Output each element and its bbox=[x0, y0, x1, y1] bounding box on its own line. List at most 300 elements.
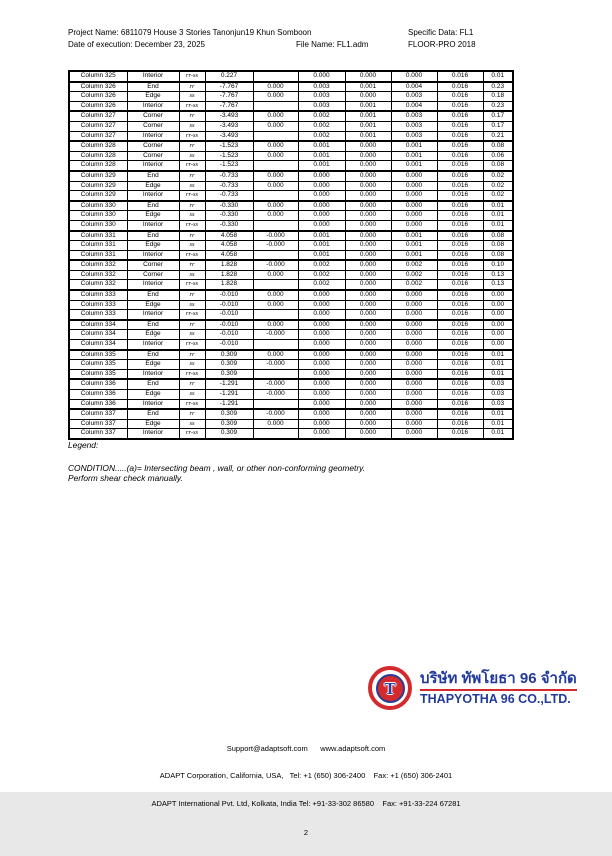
table-cell: -0.000 bbox=[253, 390, 298, 400]
legend-block bbox=[68, 440, 365, 483]
table-cell: Edge bbox=[127, 92, 179, 102]
table-cell: 0.000 bbox=[391, 290, 437, 300]
table-cell: -0.330 bbox=[205, 201, 253, 211]
table-cell: 0.01 bbox=[483, 429, 513, 439]
table-row bbox=[69, 369, 513, 379]
table-cell: ss bbox=[179, 121, 205, 131]
table-cell: 0.000 bbox=[345, 141, 391, 151]
table-cell: 0.016 bbox=[437, 141, 483, 151]
table-cell: 0.000 bbox=[298, 211, 345, 221]
table-cell: 0.01 bbox=[483, 350, 513, 360]
table-cell: rr-ss bbox=[179, 250, 205, 260]
table-cell: 0.001 bbox=[391, 241, 437, 251]
table-cell: 0.000 bbox=[298, 181, 345, 191]
table-cell: 0.016 bbox=[437, 92, 483, 102]
table-cell: 0.016 bbox=[437, 419, 483, 429]
table-row bbox=[69, 260, 513, 270]
table-cell: 0.001 bbox=[298, 250, 345, 260]
table-cell: -3.493 bbox=[205, 111, 253, 121]
table-cell: 0.000 bbox=[345, 201, 391, 211]
table-cell: End bbox=[127, 409, 179, 419]
footer-india: ADAPT International Pvt. Ltd, Kolkata, India Tel: +91-33-302 86580 Fax: +91-33-224 67281 bbox=[151, 799, 461, 809]
table-cell: 0.01 bbox=[483, 419, 513, 429]
table-cell: 0.016 bbox=[437, 171, 483, 181]
table-cell: 0.016 bbox=[437, 390, 483, 400]
table-cell: 0.001 bbox=[345, 82, 391, 92]
table-cell: rr-ss bbox=[179, 340, 205, 350]
table-cell: 0.016 bbox=[437, 181, 483, 191]
table-cell: 0.000 bbox=[391, 71, 437, 82]
table-cell: 0.000 bbox=[345, 181, 391, 191]
table-cell: 0.002 bbox=[391, 270, 437, 280]
legend-title: Legend: bbox=[68, 440, 99, 450]
table-cell: End bbox=[127, 231, 179, 241]
table-cell: 0.001 bbox=[391, 141, 437, 151]
table-cell: Corner bbox=[127, 260, 179, 270]
table-row bbox=[69, 171, 513, 181]
company-logo bbox=[368, 666, 577, 710]
table-cell: -0.733 bbox=[205, 191, 253, 201]
table-cell: 0.000 bbox=[298, 350, 345, 360]
table-cell: -7.767 bbox=[205, 101, 253, 111]
table-cell: 0.003 bbox=[391, 131, 437, 141]
table-cell: 0.016 bbox=[437, 320, 483, 330]
table-cell: 0.001 bbox=[391, 161, 437, 171]
table-cell: 0.000 bbox=[391, 379, 437, 389]
table-cell: Edge bbox=[127, 241, 179, 251]
table-cell: 0.000 bbox=[345, 399, 391, 409]
table-cell: -0.010 bbox=[205, 310, 253, 320]
table-cell: 0.000 bbox=[253, 270, 298, 280]
table-cell bbox=[253, 399, 298, 409]
table-cell: End bbox=[127, 171, 179, 181]
table-cell: Column 330 bbox=[69, 220, 127, 230]
table-row bbox=[69, 290, 513, 300]
table-cell: -0.010 bbox=[205, 320, 253, 330]
table-row bbox=[69, 330, 513, 340]
table-row bbox=[69, 131, 513, 141]
table-cell: 0.002 bbox=[298, 280, 345, 290]
table-cell: 0.016 bbox=[437, 399, 483, 409]
table-cell: 0.016 bbox=[437, 101, 483, 111]
table-cell bbox=[253, 310, 298, 320]
table-cell: 0.01 bbox=[483, 220, 513, 230]
table-row bbox=[69, 82, 513, 92]
table-cell: 0.000 bbox=[391, 419, 437, 429]
table-cell: 0.000 bbox=[391, 211, 437, 221]
table-cell: 0.000 bbox=[298, 429, 345, 439]
table-cell: 0.016 bbox=[437, 330, 483, 340]
header-line-2 bbox=[68, 39, 578, 51]
table-cell: 0.00 bbox=[483, 290, 513, 300]
table-cell: 4.058 bbox=[205, 231, 253, 241]
table-cell: -0.000 bbox=[253, 260, 298, 270]
table-cell: Column 333 bbox=[69, 300, 127, 310]
table-cell: 0.016 bbox=[437, 191, 483, 201]
table-cell: -1.523 bbox=[205, 141, 253, 151]
table-cell: Interior bbox=[127, 310, 179, 320]
table-row bbox=[69, 379, 513, 389]
table-cell: 0.000 bbox=[345, 330, 391, 340]
table-cell: 0.001 bbox=[345, 131, 391, 141]
table-row bbox=[69, 220, 513, 230]
table-cell: 0.00 bbox=[483, 340, 513, 350]
table-cell: ss bbox=[179, 270, 205, 280]
table-cell: ss bbox=[179, 390, 205, 400]
table-cell: 4.058 bbox=[205, 241, 253, 251]
table-cell: 0.00 bbox=[483, 300, 513, 310]
table-cell: 0.016 bbox=[437, 250, 483, 260]
table-cell: 0.000 bbox=[391, 409, 437, 419]
table-cell: 0.000 bbox=[298, 310, 345, 320]
table-cell: 0.003 bbox=[298, 82, 345, 92]
table-cell: -0.330 bbox=[205, 211, 253, 221]
table-cell: 0.000 bbox=[253, 121, 298, 131]
table-cell: 0.000 bbox=[345, 92, 391, 102]
table-cell: 0.309 bbox=[205, 409, 253, 419]
table-cell: -0.000 bbox=[253, 409, 298, 419]
table-cell: 0.000 bbox=[298, 330, 345, 340]
table-cell: Column 330 bbox=[69, 211, 127, 221]
table-cell: 0.000 bbox=[391, 399, 437, 409]
table-cell: Corner bbox=[127, 151, 179, 161]
table-cell: 0.000 bbox=[345, 231, 391, 241]
table-cell: Column 335 bbox=[69, 369, 127, 379]
table-cell: 0.227 bbox=[205, 71, 253, 82]
table-cell bbox=[253, 220, 298, 230]
table-cell: 0.000 bbox=[298, 379, 345, 389]
table-cell: 0.000 bbox=[253, 92, 298, 102]
table-cell: 0.000 bbox=[391, 350, 437, 360]
table-cell: 0.08 bbox=[483, 141, 513, 151]
table-cell: 0.000 bbox=[298, 220, 345, 230]
header-line-1 bbox=[68, 27, 578, 39]
table-cell: 0.016 bbox=[437, 290, 483, 300]
table-cell: End bbox=[127, 350, 179, 360]
table-cell bbox=[253, 340, 298, 350]
table-row bbox=[69, 429, 513, 439]
table-cell: -0.010 bbox=[205, 340, 253, 350]
table-cell: 0.000 bbox=[345, 429, 391, 439]
table-cell: 0.000 bbox=[298, 290, 345, 300]
table-cell bbox=[253, 429, 298, 439]
table-cell: 0.00 bbox=[483, 310, 513, 320]
table-cell: 0.016 bbox=[437, 340, 483, 350]
table-cell: rr bbox=[179, 141, 205, 151]
table-cell: 0.000 bbox=[345, 350, 391, 360]
table-cell: 0.001 bbox=[345, 111, 391, 121]
table-cell: Interior bbox=[127, 131, 179, 141]
table-cell: 0.001 bbox=[298, 141, 345, 151]
table-row bbox=[69, 161, 513, 171]
table-cell: 0.00 bbox=[483, 330, 513, 340]
table-cell: 0.016 bbox=[437, 429, 483, 439]
table-cell: -0.000 bbox=[253, 241, 298, 251]
table-cell: ss bbox=[179, 360, 205, 370]
table-cell: 0.001 bbox=[298, 161, 345, 171]
table-cell: 0.000 bbox=[298, 369, 345, 379]
page-number: 2 bbox=[303, 828, 309, 838]
table-cell: -1.291 bbox=[205, 390, 253, 400]
table-cell: 0.016 bbox=[437, 310, 483, 320]
table-cell: 0.016 bbox=[437, 280, 483, 290]
table-cell: 0.002 bbox=[391, 280, 437, 290]
table-cell: Column 335 bbox=[69, 360, 127, 370]
table-cell: Column 331 bbox=[69, 241, 127, 251]
table-cell: 0.08 bbox=[483, 161, 513, 171]
table-row bbox=[69, 419, 513, 429]
table-cell: 0.000 bbox=[298, 390, 345, 400]
table-cell: Column 334 bbox=[69, 340, 127, 350]
table-cell: 0.23 bbox=[483, 101, 513, 111]
table-cell: Interior bbox=[127, 250, 179, 260]
table-cell: 0.000 bbox=[391, 390, 437, 400]
table-cell: 0.00 bbox=[483, 320, 513, 330]
table-row bbox=[69, 141, 513, 151]
table-cell: 0.000 bbox=[345, 340, 391, 350]
table-cell: 0.016 bbox=[437, 270, 483, 280]
table-row bbox=[69, 211, 513, 221]
table-cell: 0.02 bbox=[483, 191, 513, 201]
table-row bbox=[69, 111, 513, 121]
table-cell: rr-ss bbox=[179, 161, 205, 171]
table-row bbox=[69, 280, 513, 290]
table-cell: 0.001 bbox=[345, 121, 391, 131]
table-cell: Column 336 bbox=[69, 390, 127, 400]
table-cell: -7.767 bbox=[205, 82, 253, 92]
table-cell: rr-ss bbox=[179, 220, 205, 230]
table-cell: 0.000 bbox=[345, 220, 391, 230]
table-cell: -0.010 bbox=[205, 330, 253, 340]
table-cell: rr-ss bbox=[179, 191, 205, 201]
table-cell: rr-ss bbox=[179, 101, 205, 111]
table-cell: 0.000 bbox=[391, 369, 437, 379]
table-cell: 0.01 bbox=[483, 201, 513, 211]
table-cell: 0.03 bbox=[483, 399, 513, 409]
table-cell: Column 325 bbox=[69, 71, 127, 82]
table-cell: rr-ss bbox=[179, 399, 205, 409]
table-cell: 0.000 bbox=[345, 379, 391, 389]
logo-monogram: T bbox=[384, 678, 396, 698]
table-cell: Column 337 bbox=[69, 429, 127, 439]
table-cell: Column 328 bbox=[69, 161, 127, 171]
table-cell: 0.000 bbox=[391, 340, 437, 350]
table-cell: 0.000 bbox=[345, 250, 391, 260]
table-cell: 0.000 bbox=[391, 181, 437, 191]
table-cell: 1.828 bbox=[205, 280, 253, 290]
table-row bbox=[69, 250, 513, 260]
table-cell: 0.002 bbox=[298, 260, 345, 270]
table-cell: 4.058 bbox=[205, 250, 253, 260]
table-cell: 0.000 bbox=[298, 71, 345, 82]
table-cell: 0.000 bbox=[345, 360, 391, 370]
table-cell: Column 328 bbox=[69, 141, 127, 151]
table-cell: 0.000 bbox=[345, 320, 391, 330]
table-cell: Column 332 bbox=[69, 270, 127, 280]
table-cell: Interior bbox=[127, 220, 179, 230]
table-cell: Corner bbox=[127, 141, 179, 151]
table-cell: End bbox=[127, 320, 179, 330]
table-cell: 0.016 bbox=[437, 220, 483, 230]
table-cell: rr bbox=[179, 260, 205, 270]
table-cell: -0.000 bbox=[253, 231, 298, 241]
table-cell: 0.000 bbox=[345, 151, 391, 161]
table-cell: 0.003 bbox=[298, 92, 345, 102]
table-cell: Column 333 bbox=[69, 290, 127, 300]
table-cell: End bbox=[127, 201, 179, 211]
table-cell: 0.000 bbox=[391, 330, 437, 340]
table-cell: rr-ss bbox=[179, 71, 205, 82]
table-cell: End bbox=[127, 379, 179, 389]
table-cell: 0.000 bbox=[253, 111, 298, 121]
table-cell: 0.002 bbox=[298, 270, 345, 280]
table-row bbox=[69, 181, 513, 191]
table-cell: Column 332 bbox=[69, 280, 127, 290]
table-cell: 0.003 bbox=[298, 101, 345, 111]
table-cell: 0.016 bbox=[437, 409, 483, 419]
table-cell: 0.016 bbox=[437, 260, 483, 270]
table-cell: Column 332 bbox=[69, 260, 127, 270]
table-cell: rr bbox=[179, 290, 205, 300]
table-cell: 0.016 bbox=[437, 71, 483, 82]
table-cell: Column 329 bbox=[69, 171, 127, 181]
table-cell: 0.000 bbox=[345, 270, 391, 280]
table-row bbox=[69, 409, 513, 419]
table-cell: 0.000 bbox=[253, 151, 298, 161]
table-cell: 0.002 bbox=[298, 131, 345, 141]
table-cell: 0.002 bbox=[391, 260, 437, 270]
table-cell: 0.000 bbox=[345, 161, 391, 171]
table-cell: 0.08 bbox=[483, 250, 513, 260]
table-cell: 0.01 bbox=[483, 360, 513, 370]
table-cell bbox=[253, 280, 298, 290]
table-cell: ss bbox=[179, 92, 205, 102]
table-cell: rr-ss bbox=[179, 369, 205, 379]
table-cell: Edge bbox=[127, 330, 179, 340]
table-cell: 0.016 bbox=[437, 121, 483, 131]
table-row bbox=[69, 360, 513, 370]
table-cell: Column 334 bbox=[69, 320, 127, 330]
table-cell: 0.016 bbox=[437, 241, 483, 251]
table-cell: Edge bbox=[127, 360, 179, 370]
table-cell: 0.000 bbox=[345, 71, 391, 82]
table-cell: End bbox=[127, 82, 179, 92]
table-row bbox=[69, 300, 513, 310]
table-cell: Interior bbox=[127, 71, 179, 82]
table-cell: 0.000 bbox=[253, 290, 298, 300]
report-header bbox=[68, 27, 578, 51]
table-cell: 0.000 bbox=[298, 171, 345, 181]
table-cell: 0.309 bbox=[205, 350, 253, 360]
table-cell: 0.000 bbox=[345, 280, 391, 290]
table-cell: -1.291 bbox=[205, 379, 253, 389]
table-cell: 0.001 bbox=[391, 250, 437, 260]
specific-data: Specific Data: FL1 bbox=[408, 28, 474, 37]
table-cell: ss bbox=[179, 211, 205, 221]
table-cell: Column 336 bbox=[69, 379, 127, 389]
table-cell: 1.828 bbox=[205, 270, 253, 280]
table-cell bbox=[253, 101, 298, 111]
table-cell: rr-ss bbox=[179, 280, 205, 290]
table-cell bbox=[253, 250, 298, 260]
table-cell: Corner bbox=[127, 111, 179, 121]
table-cell: 0.000 bbox=[345, 390, 391, 400]
table-cell: rr-ss bbox=[179, 310, 205, 320]
table-cell: 0.004 bbox=[391, 82, 437, 92]
table-cell: Corner bbox=[127, 121, 179, 131]
logo-t-icon bbox=[368, 666, 412, 710]
table-cell: 0.13 bbox=[483, 280, 513, 290]
table-cell: -0.000 bbox=[253, 379, 298, 389]
table-cell: rr bbox=[179, 82, 205, 92]
file-name: File Name: FL1.adm bbox=[296, 40, 369, 49]
table-cell: 0.000 bbox=[345, 419, 391, 429]
table-cell: Column 326 bbox=[69, 92, 127, 102]
table-cell: Column 336 bbox=[69, 399, 127, 409]
table-cell bbox=[253, 191, 298, 201]
table-cell: 0.01 bbox=[483, 369, 513, 379]
table-row bbox=[69, 101, 513, 111]
table-cell: 0.01 bbox=[483, 211, 513, 221]
table-cell: -0.733 bbox=[205, 181, 253, 191]
table-cell: Column 335 bbox=[69, 350, 127, 360]
report-footer bbox=[0, 725, 612, 856]
table-cell: 0.000 bbox=[253, 201, 298, 211]
table-cell: 0.18 bbox=[483, 92, 513, 102]
table-cell: 0.309 bbox=[205, 360, 253, 370]
table-cell bbox=[253, 71, 298, 82]
table-row bbox=[69, 231, 513, 241]
table-row bbox=[69, 121, 513, 131]
table-cell: ss bbox=[179, 300, 205, 310]
table-cell: 0.003 bbox=[391, 111, 437, 121]
table-cell: 0.000 bbox=[298, 409, 345, 419]
table-cell: 0.002 bbox=[298, 111, 345, 121]
footer-usa: ADAPT Corporation, California, USA, Tel: +1 (650) 306-2400 Fax: +1 (650) 306-2401 bbox=[159, 771, 453, 781]
table-cell: 0.309 bbox=[205, 429, 253, 439]
table-cell: Column 331 bbox=[69, 231, 127, 241]
table-cell bbox=[253, 131, 298, 141]
table-cell: -1.523 bbox=[205, 161, 253, 171]
table-cell: 0.000 bbox=[298, 201, 345, 211]
software-name: FLOOR-PRO 2018 bbox=[408, 40, 476, 49]
table-cell: 0.000 bbox=[345, 191, 391, 201]
table-cell: 0.000 bbox=[253, 181, 298, 191]
table-row bbox=[69, 151, 513, 161]
table-cell: 0.003 bbox=[391, 121, 437, 131]
table-cell: 0.000 bbox=[391, 310, 437, 320]
table-row bbox=[69, 310, 513, 320]
table-cell: Interior bbox=[127, 399, 179, 409]
table-cell: 0.08 bbox=[483, 231, 513, 241]
table-cell: Column 333 bbox=[69, 310, 127, 320]
table-cell: 0.000 bbox=[253, 171, 298, 181]
table-cell: 1.828 bbox=[205, 260, 253, 270]
table-cell: Column 328 bbox=[69, 151, 127, 161]
table-cell: 0.10 bbox=[483, 260, 513, 270]
legend-note: Perform shear check manually. bbox=[68, 473, 183, 483]
table-cell: Edge bbox=[127, 211, 179, 221]
table-cell: Interior bbox=[127, 191, 179, 201]
table-cell: Column 334 bbox=[69, 330, 127, 340]
table-cell: 0.000 bbox=[345, 409, 391, 419]
logo-underline bbox=[420, 689, 577, 691]
table-cell: ss bbox=[179, 241, 205, 251]
table-cell: 0.001 bbox=[345, 101, 391, 111]
table-cell: Column 326 bbox=[69, 101, 127, 111]
table-cell: 0.016 bbox=[437, 369, 483, 379]
table-cell: 0.08 bbox=[483, 241, 513, 251]
